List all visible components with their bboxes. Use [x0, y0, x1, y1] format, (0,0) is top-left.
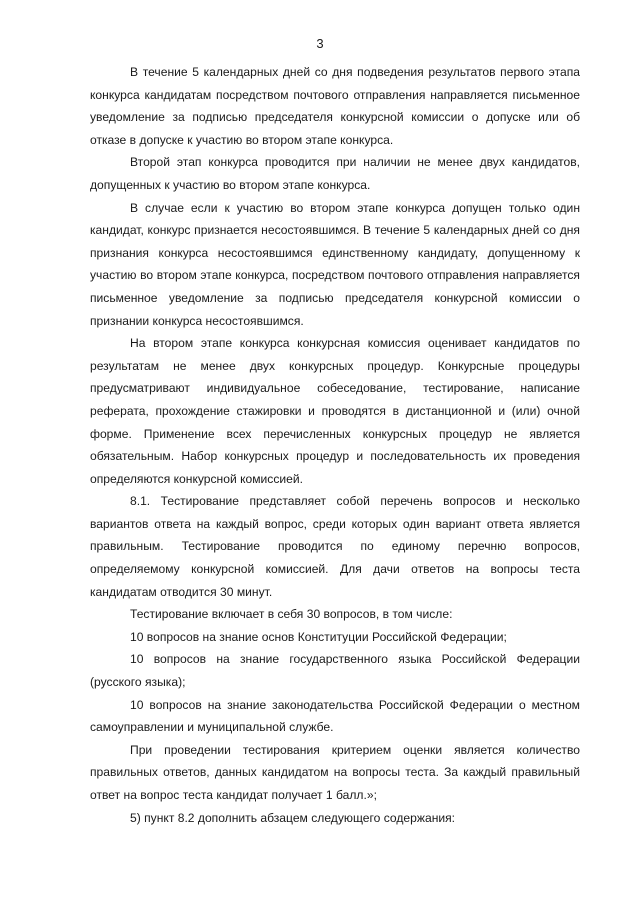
page-number: 3 — [316, 36, 324, 51]
paragraph-second-stage-condition: Второй этап конкурса проводится при наличии не менее двух кандидатов, допущенных к участию во втором этапе конкурса. — [90, 155, 580, 192]
paragraph-testing-contents: Тестирование включает в себя 30 вопросов, в том числе: — [130, 607, 453, 622]
paragraph-amendment-8-2: 5) пункт 8.2 дополнить абзацем следующего содержания: — [130, 810, 456, 825]
paragraph-testing-definition: 8.1. Тестирование представляет собой перечень вопросов и несколько вариантов ответа на каждый вопрос, среди которых один вариант ответа является правильным. Тестирование проводится по единому перечню вопросов, определяемому конкурсной комиссией. Для дачи ответов на вопросы теста кандидатам отводится 30 минут. — [90, 494, 580, 599]
document-body — [90, 61, 580, 829]
list-item-municipal-law: 10 вопросов на знание законодательства Российской Федерации о местном самоуправлении и муниципальной службе. — [90, 697, 580, 735]
list-item-state-language: 10 вопросов на знание государственного языка Российской Федерации (русского языка); — [90, 652, 580, 690]
paragraph-second-stage-procedures: На втором этапе конкурса конкурсная комиссия оценивает кандидатов по результатам не менее двух конкурсных процедур. Конкурсные процедуры предусматривают индивидуальное собеседование, тестирование, написание реферата, прохождение стажировки и проводятся в дистанционной и (или) очной форме. Применение всех перечисленных конкурсных процедур не является обязательным. Набор конкурсных процедур и последовательность их проведения определяются конкурсной комиссией. — [90, 336, 580, 486]
paragraph-testing-evaluation: При проведении тестирования критерием оценки является количество правильных ответов, данных кандидатом на вопросы теста. За каждый правильный ответ на вопрос теста кандидат получает 1 балл.»; — [90, 742, 580, 802]
list-item-constitution: 10 вопросов на знание основ Конституции Российской Федерации; — [130, 629, 507, 644]
paragraph-single-candidate: В случае если к участию во втором этапе конкурса допущен только один кандидат, конкурс признается несостоявшимся. В течение 5 календарных дней со дня признания конкурса несостоявшимся единственному кандидату, допущенному к участию во втором этапе конкурса, посредством почтового отправления направляется письменное уведомление за подписью председателя конкурсной комиссии о признании конкурса несостоявшимся. — [90, 200, 580, 328]
paragraph-notification-first-stage: В течение 5 календарных дней со дня подведения результатов первого этапа конкурса кандидатам посредством почтового отправления направляется письменное уведомление за подписью председателя конкурсной комиссии о допуске или об отказе в допуске к участию во втором этапе конкурса. — [90, 65, 580, 147]
